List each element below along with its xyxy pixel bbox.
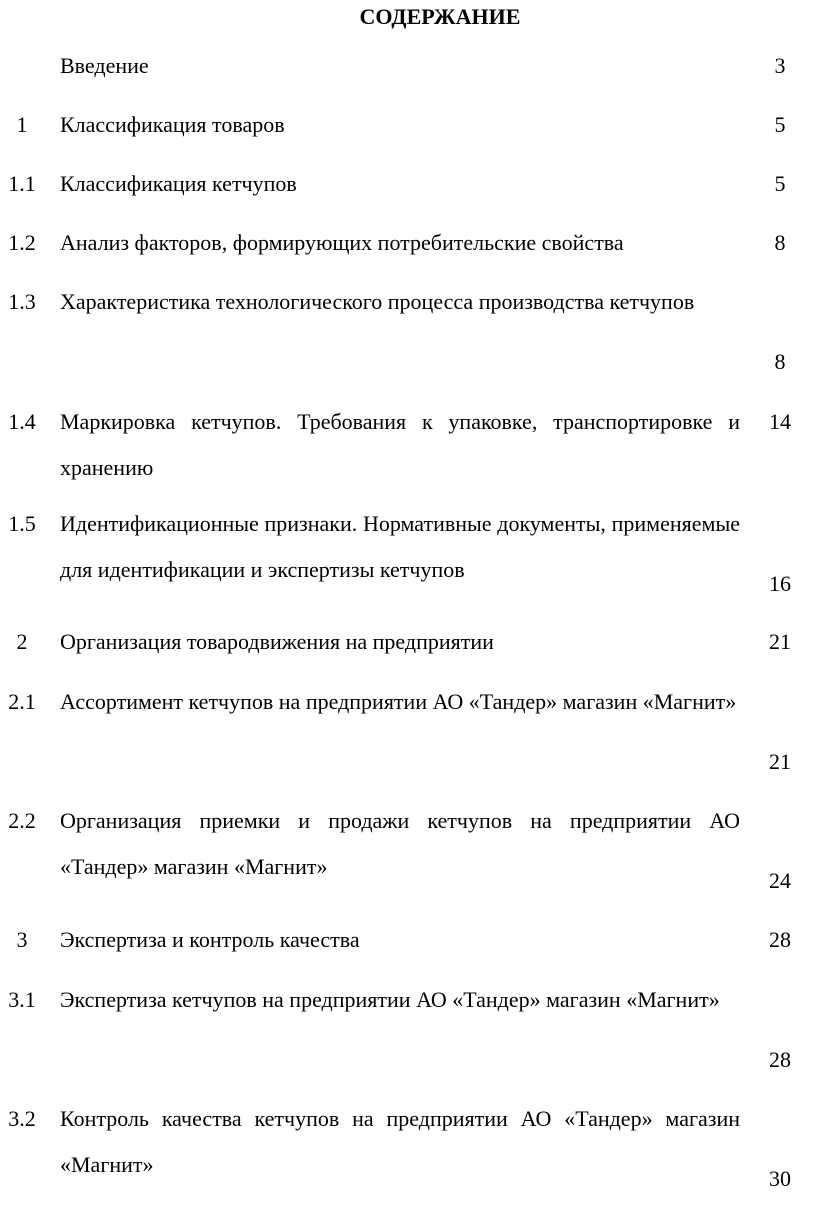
toc-entry-number: 1.2	[8, 230, 36, 255]
toc-entry-text: Классификация кетчупов	[60, 171, 297, 196]
toc-entry-text: Контроль качества кетчупов на предприятии АО «Тандер» магазин «Магнит»	[60, 1106, 740, 1177]
toc-entry-text: Характеристика технологического процесса производства кетчупов	[60, 289, 695, 314]
toc-entry-page: 8	[774, 349, 786, 374]
toc-entry-text: Организация приемки и продажи кетчупов на предприятии АО «Тандер» магазин «Магнит»	[60, 808, 740, 879]
toc-entry-page: 28	[769, 1047, 791, 1072]
toc-entry-number: 2.1	[8, 689, 36, 714]
toc-entry-page: 21	[769, 629, 791, 654]
toc-entry-number: 2	[16, 629, 28, 654]
toc-entry-number: 1.1	[8, 171, 36, 196]
toc-entry-text: Классификация товаров	[60, 112, 285, 137]
toc-entry-number: 1	[16, 112, 28, 137]
toc-entry-number: 2.2	[8, 808, 36, 833]
toc-entry-number: 1.3	[8, 289, 36, 314]
toc-entry-page: 5	[774, 112, 786, 137]
toc-entry-text: Экспертиза и контроль качества	[60, 927, 360, 952]
toc-entry-page: 3	[774, 53, 786, 78]
toc-entry-page: 8	[774, 230, 786, 255]
toc-entry-number: 3.2	[8, 1106, 36, 1131]
toc-entry-text: Маркировка кетчупов. Требования к упаковке, транспортировке и хранению	[60, 409, 740, 480]
toc-entry-text: Экспертиза кетчупов на предприятии АО «Тандер» магазин «Магнит»	[60, 987, 720, 1012]
toc-entry-text: Введение	[60, 53, 149, 78]
toc-entry-number: 3	[16, 927, 28, 952]
toc-entry-text: Анализ факторов, формирующих потребительские свойства	[60, 230, 624, 255]
toc-entry-page: 30	[769, 1166, 791, 1191]
toc-entry-page: 28	[769, 927, 791, 952]
toc-entry-text: Организация товародвижения на предприятии	[60, 629, 494, 654]
toc-entry-page: 24	[769, 868, 791, 893]
toc-entry-page: 21	[769, 749, 791, 774]
toc-entry-text: Идентификационные признаки. Нормативные документы, применяемые для идентификации и экспертизы кетчупов	[60, 511, 740, 582]
toc-entry-number: 3.1	[8, 987, 36, 1012]
toc-entry-page: 5	[774, 171, 786, 196]
toc-entry-page: 14	[769, 409, 791, 434]
toc-title: СОДЕРЖАНИЕ	[359, 4, 521, 29]
toc-entry-text: Ассортимент кетчупов на предприятии АО «Тандер» магазин «Магнит»	[60, 689, 737, 714]
toc-entry-page: 16	[769, 571, 791, 596]
toc-entry-number: 1.4	[8, 409, 36, 434]
toc-entry-number: 1.5	[8, 511, 36, 536]
